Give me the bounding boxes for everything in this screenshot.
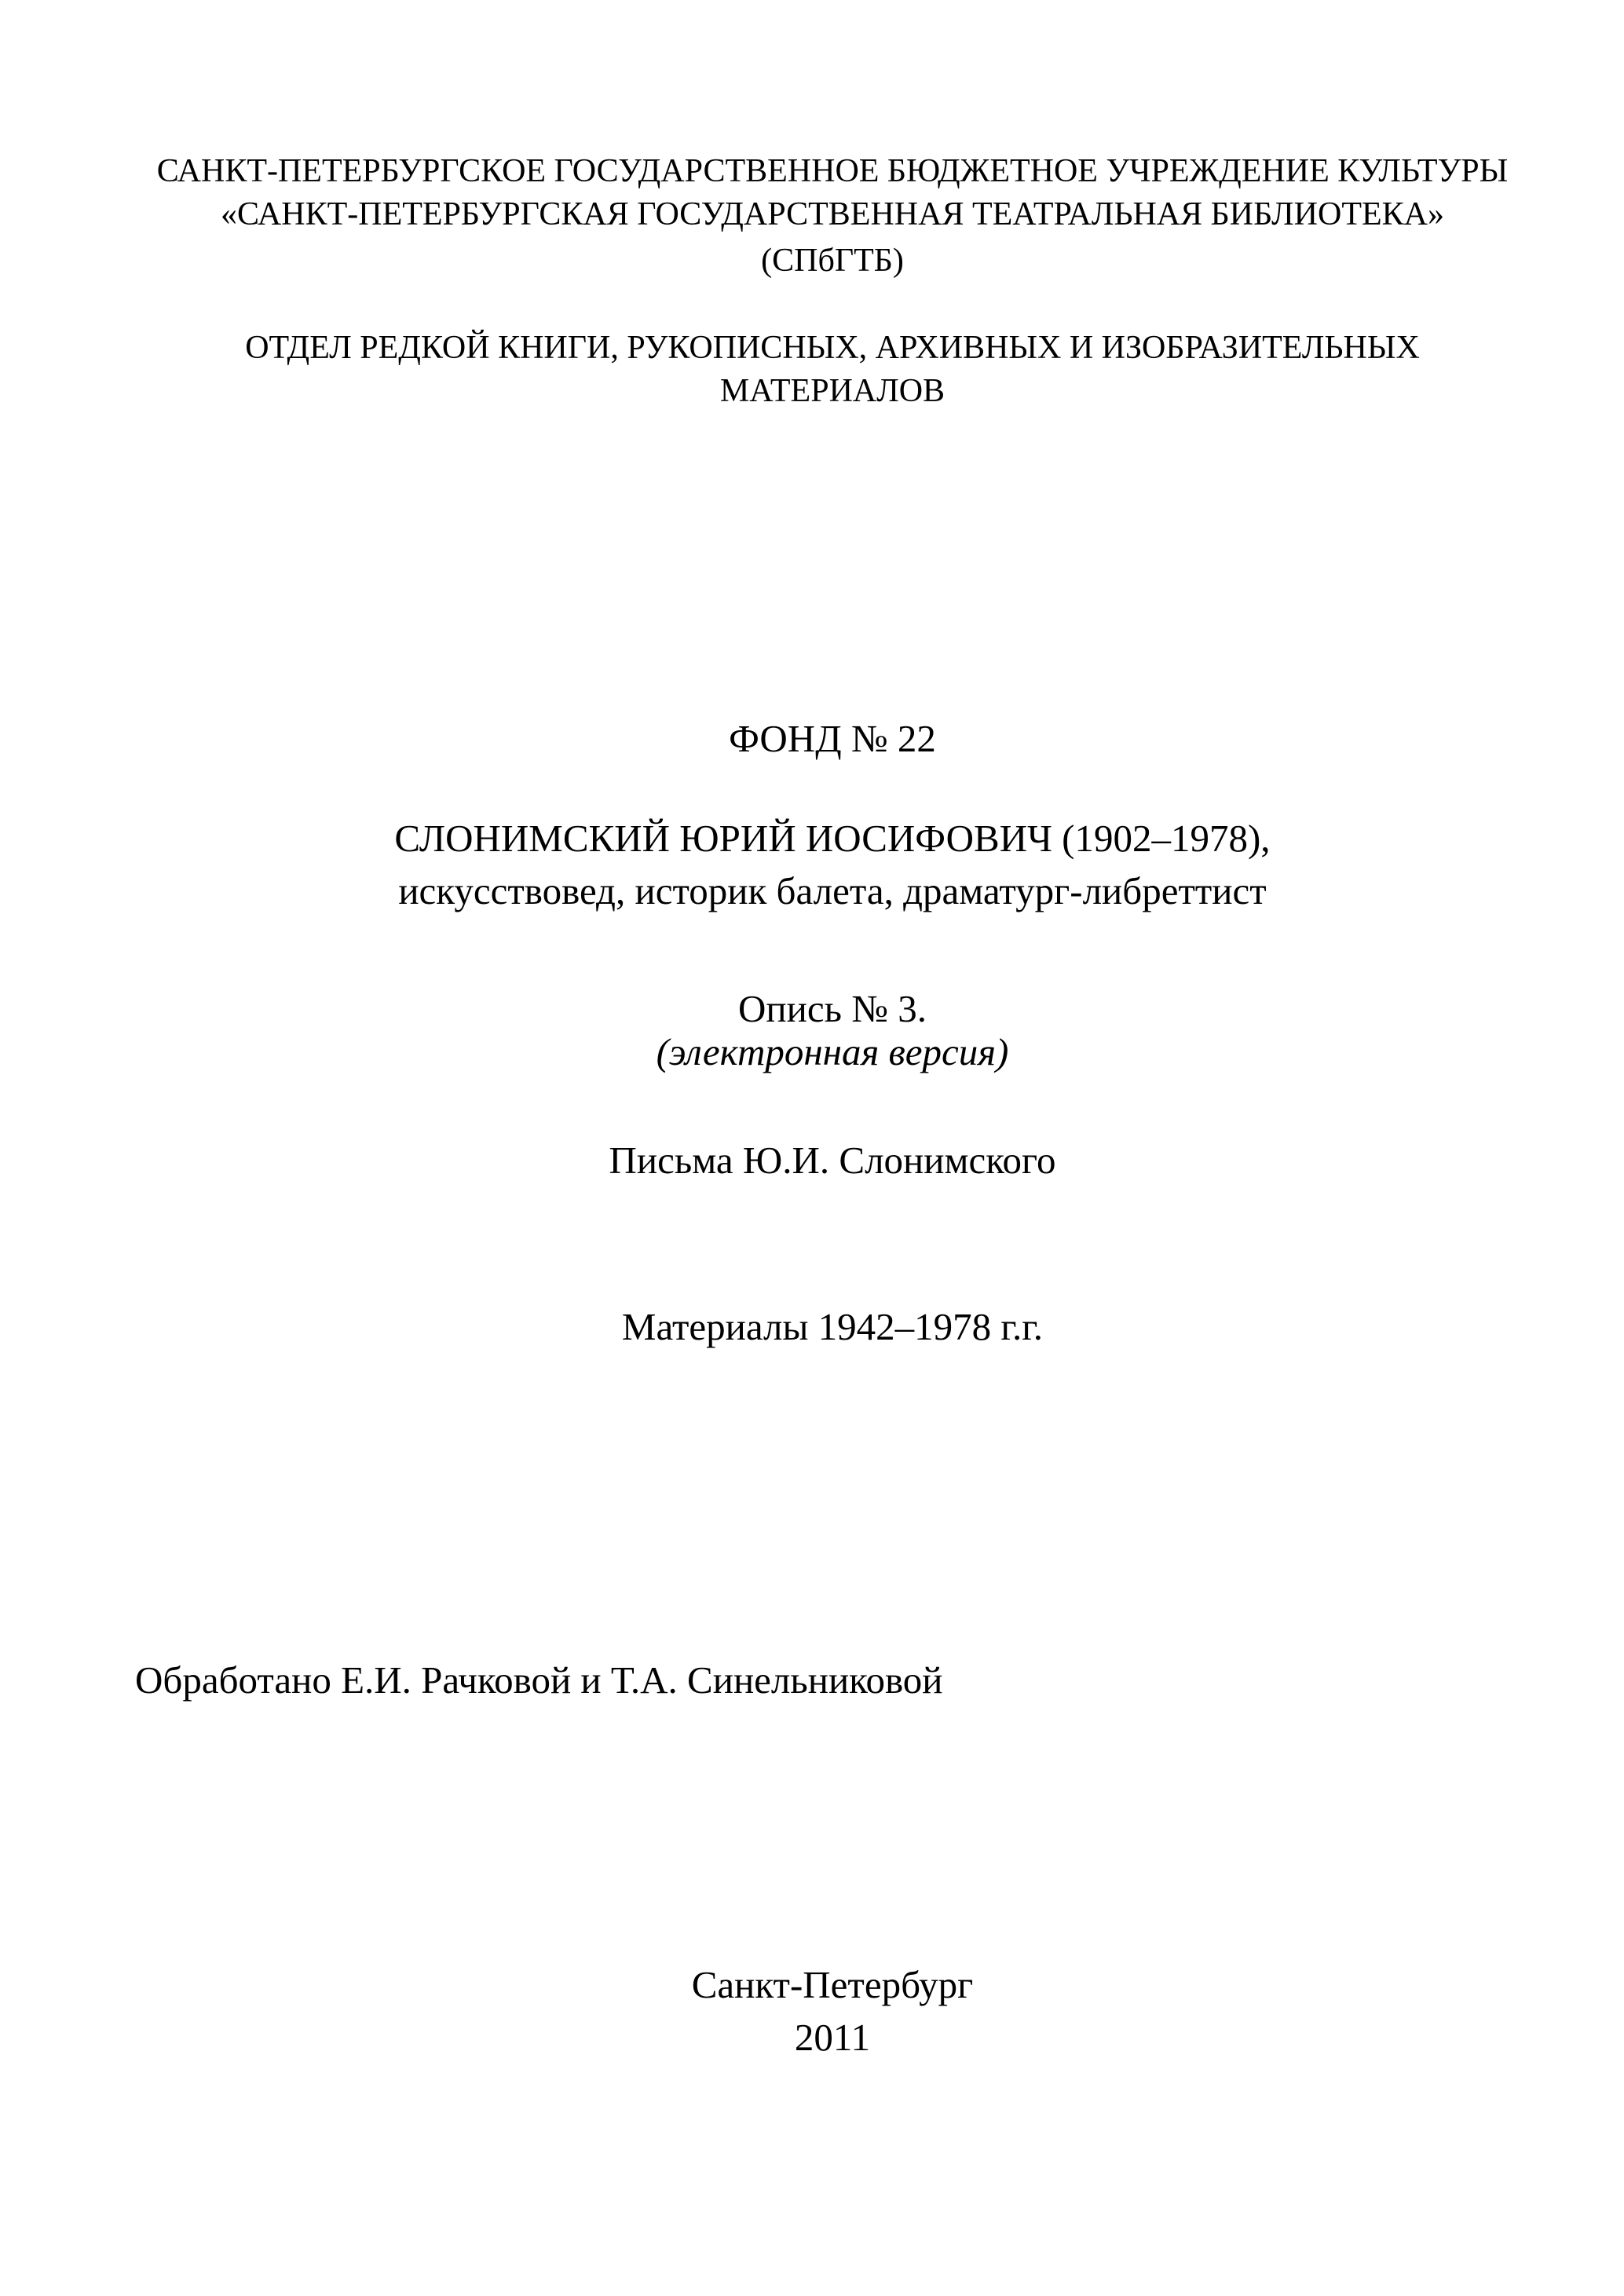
department-line1: ОТДЕЛ РЕДКОЙ КНИГИ, РУКОПИСНЫХ, АРХИВНЫХ И ИЗОБРАЗИТЕЛЬНЫХ (245, 330, 1420, 366)
fond-number: ФОНД № 22 (729, 717, 936, 760)
department-line2: МАТЕРИАЛОВ (719, 373, 946, 409)
footer-year: 2011 (794, 2016, 871, 2059)
materials-years: Материалы 1942–1978 г.г. (621, 1305, 1044, 1348)
opis-subject: Письма Ю.И. Слонимского (609, 1139, 1056, 1182)
fond-person-description: искусствовед, историк балета, драматург-либреттист (398, 869, 1267, 912)
org-name-line2: «САНКТ-ПЕТЕРБУРГСКАЯ ГОСУДАРСТВЕННАЯ ТЕАТРАЛЬНАЯ БИБЛИОТЕКА» (221, 196, 1444, 232)
org-name-line1: САНКТ-ПЕТЕРБУРГСКОЕ ГОСУДАРСТВЕННОЕ БЮДЖЕТНОЕ УЧРЕЖДЕНИЕ КУЛЬТУРЫ (156, 153, 1509, 189)
opis-number: Опись № 3. (738, 987, 927, 1030)
opis-version-note: (электронная версия) (656, 1030, 1009, 1073)
org-abbreviation: (СПбГТБ) (761, 243, 904, 279)
footer-city: Санкт-Петербург (691, 1963, 974, 2006)
fond-person-title: СЛОНИМСКИЙ ЮРИЙ ИОСИФОВИЧ (1902–1978), (394, 817, 1271, 860)
processed-by-credit: Обработано Е.И. Рачковой и Т.А. Синельниковой (135, 1658, 943, 1702)
